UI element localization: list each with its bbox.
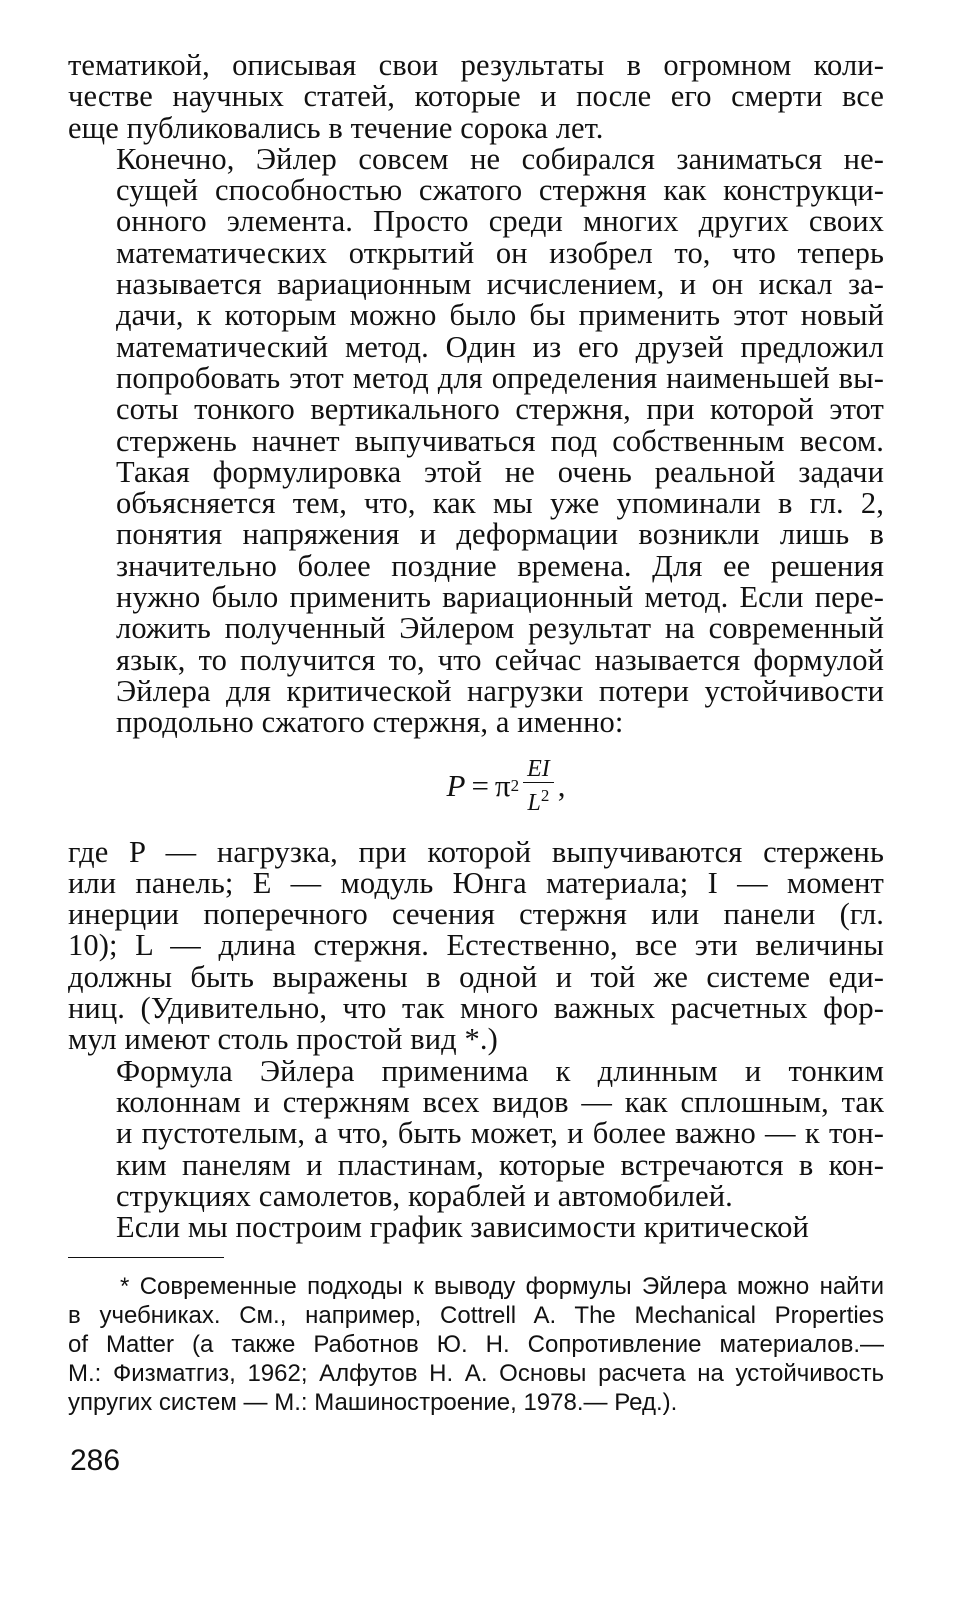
formula-fraction <box>523 756 554 816</box>
paragraph <box>68 141 884 740</box>
paragraph <box>68 50 884 144</box>
text-line: ниц. (Удивительно, что так много важных расчетных фор- <box>68 991 884 1026</box>
formula-equals: = <box>471 767 489 803</box>
text-line: понятия напряжения и деформации возникли лишь в <box>116 517 884 552</box>
text-line: значительно более поздние времена. Для ее решения <box>116 548 884 583</box>
footnote <box>68 1272 884 1417</box>
text-line: и пустотелым, а что, быть может, и более важно — к тон- <box>116 1116 884 1151</box>
text-line: Если мы построим график зависимости критической <box>116 1210 809 1245</box>
formula-pi-exponent: 2 <box>510 775 520 795</box>
paragraph <box>68 834 884 1057</box>
formula-denominator-exponent: 2 <box>540 785 550 805</box>
text-line: попробовать этот метод для определения наименьшей вы- <box>116 360 884 395</box>
text-line: инерции поперечного сечения стержня или панели (гл. <box>68 897 884 932</box>
footnote-line: в учебниках. См., например, Cottrell A. The Mechanical Properties <box>68 1302 884 1330</box>
text-line: должны быть выражены в одной и той же системе еди- <box>68 959 884 994</box>
text-line: онного элемента. Просто среди многих других своих <box>116 204 884 239</box>
footnote-divider <box>68 1257 224 1258</box>
formula-denominator-wrap <box>527 783 549 816</box>
text-line: колоннам и стержням всех видов — как сплошным, так <box>116 1084 884 1119</box>
formula-numerator: EI <box>523 756 554 783</box>
text-line: ложить полученный Эйлером результат на современный <box>116 611 884 646</box>
text-line: называется вариационным исчислением, и он искал за- <box>116 267 884 302</box>
text-line: математических открытий он изобрел то, что теперь <box>116 235 884 270</box>
text-line: язык, то получится то, что сейчас называется формулой <box>116 642 884 677</box>
footnote-line: of Matter (а также Работнов Ю. Н. Сопротивление материалов.— <box>68 1331 884 1359</box>
footnote-line: М.: Физматгиз, 1962; Алфутов Н. А. Основы расчета на устойчивость <box>68 1360 884 1388</box>
text-line: тематикой, описывая свои результаты в огромном коли- <box>68 48 884 82</box>
formula-lhs: P <box>446 767 466 803</box>
text-line: продольно сжатого стержня, а именно: <box>116 705 624 740</box>
text-line: Эйлера для критической нагрузки потери устойчивости <box>116 673 884 708</box>
text-line: стержень начнет выпучиваться под собственным весом. <box>116 423 884 458</box>
page-number: 286 <box>70 1444 121 1477</box>
text-line: 10); L — длина стержня. Естественно, все эти величины <box>68 928 884 963</box>
text-line: соты тонкого вертикального стержня, при которой этот <box>116 392 884 427</box>
text-line: или панель; E — модуль Юнга материала; I — момент <box>68 865 884 900</box>
text-line: нужно было применить вариационный метод. Если пере- <box>116 580 884 615</box>
text-line: струкциях самолетов, кораблей и автомобилей. <box>116 1178 733 1213</box>
body-text-top <box>68 50 884 739</box>
formula-pi: π <box>494 767 511 803</box>
footnote-line: упругих систем — М.: Машиностроение, 1978.— Ред.). <box>68 1389 678 1417</box>
text-line: где P — нагрузка, при которой выпучиваются стержень <box>68 834 884 869</box>
text-line: сущей способностью сжатого стержня как конструкци- <box>116 173 884 208</box>
text-line: Формула Эйлера применима к длинным и тонким <box>116 1053 884 1088</box>
formula-denominator: L <box>527 789 541 816</box>
text-line: честве научных статей, которые и после его смерти все <box>68 79 884 114</box>
text-line: объясняется тем, что, как мы уже упоминали в гл. 2, <box>116 486 884 521</box>
formula-comma: , <box>557 767 566 803</box>
body-text-bottom <box>68 834 884 1245</box>
paragraph <box>68 1212 884 1243</box>
text-line: Такая формулировка этой не очень реальной задачи <box>116 454 884 489</box>
paragraph <box>68 1053 884 1213</box>
text-line: математический метод. Один из его друзей предложил <box>116 329 884 364</box>
text-line: ким панелям и пластинам, которые встречаются в кон- <box>116 1147 884 1182</box>
footnote-line: * Современные подходы к выводу формулы Эйлера можно найти <box>120 1273 884 1301</box>
text-line: Конечно, Эйлер совсем не собирался заниматься не- <box>116 141 884 176</box>
text-line: мул имеют столь простой вид *.) <box>68 1022 498 1057</box>
text-line: еще публиковались в течение сорока лет. <box>68 110 604 145</box>
euler-formula <box>128 743 884 829</box>
text-line: дачи, к которым можно было бы применить этот новый <box>116 298 884 333</box>
